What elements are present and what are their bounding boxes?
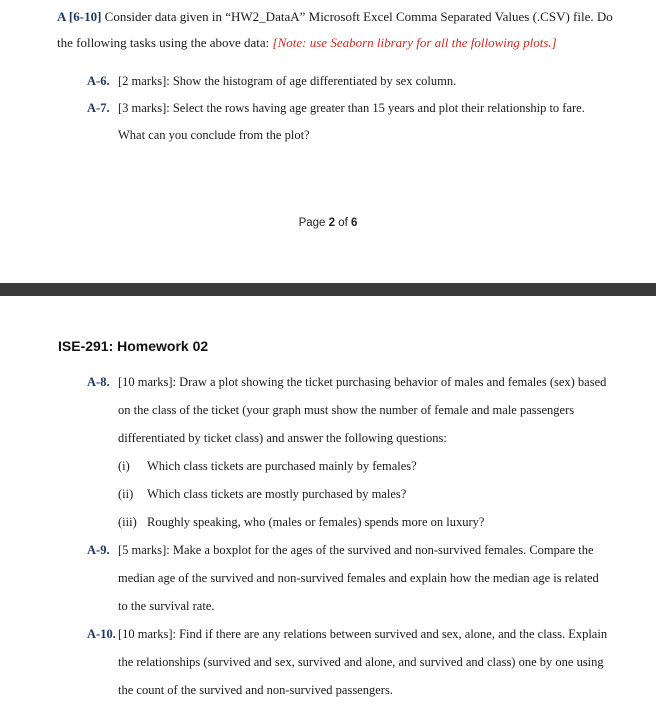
sub-item-label: (ii) bbox=[118, 487, 134, 501]
footer-page-number: 2 bbox=[328, 217, 336, 229]
intro-text: Consider data given in “HW2_DataA” Microsoft Excel Comma Separated Values (.CSV) file. Do bbox=[101, 9, 613, 24]
question-a10-line-3: the count of the survived and non-survived passengers. bbox=[118, 683, 393, 697]
sub-item-text: Roughly speaking, who (males or females) spends more on luxury? bbox=[147, 515, 485, 529]
question-a9-line-3: to the survival rate. bbox=[118, 599, 215, 613]
question-a10-line-1: [10 marks]: Find if there are any relations between survived and sex, alone, and the class. Explain bbox=[118, 627, 608, 641]
question-a8-label: A-8. bbox=[87, 375, 110, 389]
question-a10-label: A-10. bbox=[87, 627, 116, 641]
footer-prefix: Page bbox=[298, 217, 329, 229]
intro-line-2 bbox=[57, 35, 557, 51]
footer-total-pages: 6 bbox=[351, 217, 358, 229]
page-separator bbox=[0, 283, 656, 296]
intro-text-2: the following tasks using the above data: bbox=[57, 35, 273, 50]
sub-item-text: Which class tickets are purchased mainly by females? bbox=[147, 459, 417, 473]
question-a7-line-1: [3 marks]: Select the rows having age greater than 15 years and plot their relationship to fare. bbox=[118, 101, 585, 115]
question-a6-label: A-6. bbox=[87, 74, 110, 88]
question-a9-line-1: [5 marks]: Make a boxplot for the ages of the survived and non-survived females. Compare the bbox=[118, 543, 594, 557]
question-a6-text: [2 marks]: Show the histogram of age differentiated by sex column. bbox=[118, 74, 457, 88]
document-page-2 bbox=[0, 0, 656, 283]
question-a9-label: A-9. bbox=[87, 543, 110, 557]
intro-line-1 bbox=[57, 9, 613, 25]
sub-item-label: (iii) bbox=[118, 515, 137, 529]
seaborn-note: [Note: use Seaborn library for all the following plots.] bbox=[272, 35, 557, 50]
section-label: A [6-10] bbox=[57, 9, 102, 24]
page-heading: ISE-291: Homework 02 bbox=[58, 338, 209, 354]
footer-of: of bbox=[335, 217, 352, 229]
question-a8-line-2: on the class of the ticket (your graph must show the number of female and male passengers bbox=[118, 403, 575, 417]
sub-item-text: Which class tickets are mostly purchased by males? bbox=[147, 487, 407, 501]
question-a9-line-2: median age of the survived and non-survived females and explain how the median age is related bbox=[118, 571, 599, 585]
page-footer bbox=[0, 217, 656, 229]
sub-item-label: (i) bbox=[118, 459, 130, 473]
question-a8-line-3: differentiated by ticket class) and answer the following questions: bbox=[118, 431, 447, 445]
question-a10-line-2: the relationships (survived and sex, survived and alone, and survived and class) one by one using bbox=[118, 655, 604, 669]
question-a7-line-2: What can you conclude from the plot? bbox=[118, 128, 310, 142]
question-a8-line-1: [10 marks]: Draw a plot showing the ticket purchasing behavior of males and females (sex) based bbox=[118, 375, 607, 389]
question-a7-label: A-7. bbox=[87, 101, 110, 115]
